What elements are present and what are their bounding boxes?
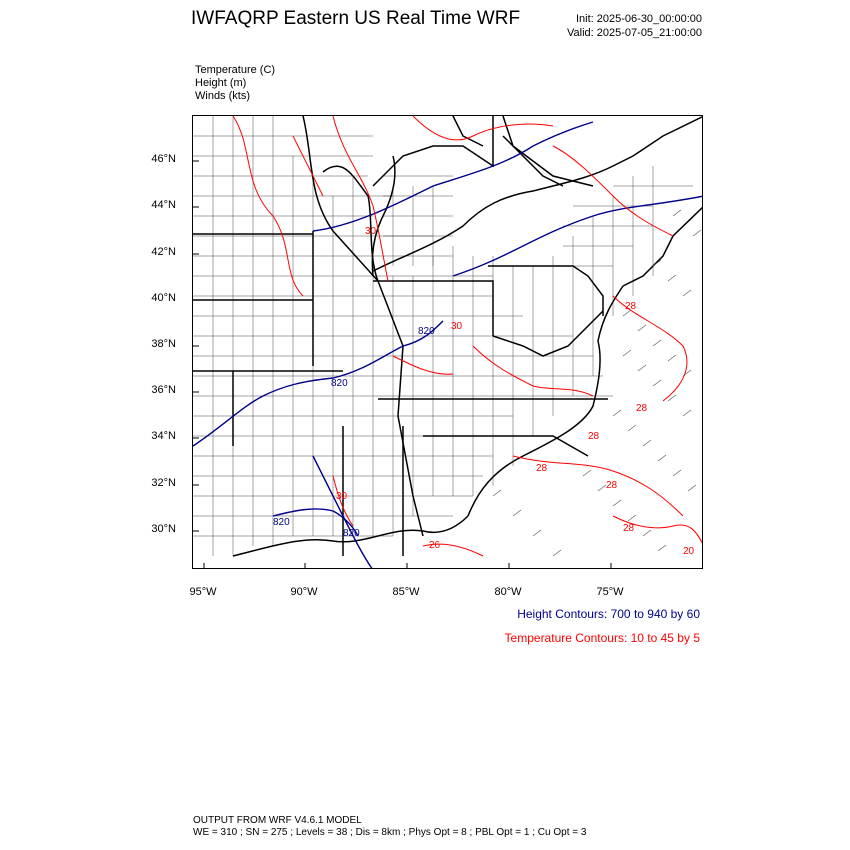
init-time: Init: 2025-06-30_00:00:00 xyxy=(576,13,702,25)
lat-label-30: 30°N xyxy=(151,523,176,535)
model-config: WE = 310 ; SN = 275 ; Levels = 38 ; Dis = 8km ; Phys Opt = 8 ; PBL Opt = 1 ; Cu Opt = 3 xyxy=(193,827,587,838)
temp-label-a: 30 xyxy=(451,321,463,332)
variable-height: Height (m) xyxy=(195,77,247,89)
lat-label-36: 36°N xyxy=(151,384,176,396)
temp-label-f: 28 xyxy=(536,463,548,474)
height-contours xyxy=(193,122,703,569)
variable-list xyxy=(195,64,275,103)
variable-winds: Winds (kts) xyxy=(195,90,250,102)
lat-label-40: 40°N xyxy=(151,292,176,304)
map-canvas xyxy=(193,116,703,569)
temperature-contour-legend: Temperature Contours: 10 to 45 by 5 xyxy=(504,631,700,645)
lat-label-38: 38°N xyxy=(151,338,176,350)
temp-label-c: 28 xyxy=(625,301,637,312)
temp-label-h: 28 xyxy=(623,523,635,534)
height-label-820-a: 820 xyxy=(418,326,435,337)
lon-label-95: 95°W xyxy=(189,586,217,598)
model-version: OUTPUT FROM WRF V4.6.1 MODEL xyxy=(193,815,362,826)
plot-title: IWFAQRP Eastern US Real Time WRF xyxy=(191,8,521,29)
height-label-820-b: 820 xyxy=(331,378,348,389)
lat-label-42: 42°N xyxy=(151,246,176,258)
county-boundaries xyxy=(193,116,693,556)
lat-label-34: 34°N xyxy=(151,430,176,442)
temp-label-e: 28 xyxy=(588,431,600,442)
height-contour-legend: Height Contours: 700 to 940 by 60 xyxy=(517,607,700,621)
height-label-820-d: 820 xyxy=(343,528,360,539)
lon-label-90: 90°W xyxy=(290,586,318,598)
map-panel[interactable] xyxy=(192,115,703,569)
variable-temperature: Temperature (C) xyxy=(195,64,276,76)
model-footer xyxy=(193,815,586,839)
height-label-820-c: 820 xyxy=(273,517,290,528)
lat-label-32: 32°N xyxy=(151,477,176,489)
run-times xyxy=(567,12,702,40)
lon-label-75: 75°W xyxy=(596,586,624,598)
temp-label-d: 28 xyxy=(636,403,648,414)
valid-time: Valid: 2025-07-05_21:00:00 xyxy=(567,27,702,39)
temp-label-k: 20 xyxy=(683,546,695,557)
lat-label-44: 44°N xyxy=(151,199,176,211)
lon-label-85: 85°W xyxy=(392,586,420,598)
temp-label-i: 26 xyxy=(429,540,441,551)
lon-label-80: 80°W xyxy=(494,586,522,598)
temp-label-g: 28 xyxy=(606,480,618,491)
contour-labels xyxy=(273,226,695,557)
temp-label-j: 30 xyxy=(336,491,348,502)
temp-label-b: 30 xyxy=(365,226,377,237)
lat-label-46: 46°N xyxy=(151,153,176,165)
